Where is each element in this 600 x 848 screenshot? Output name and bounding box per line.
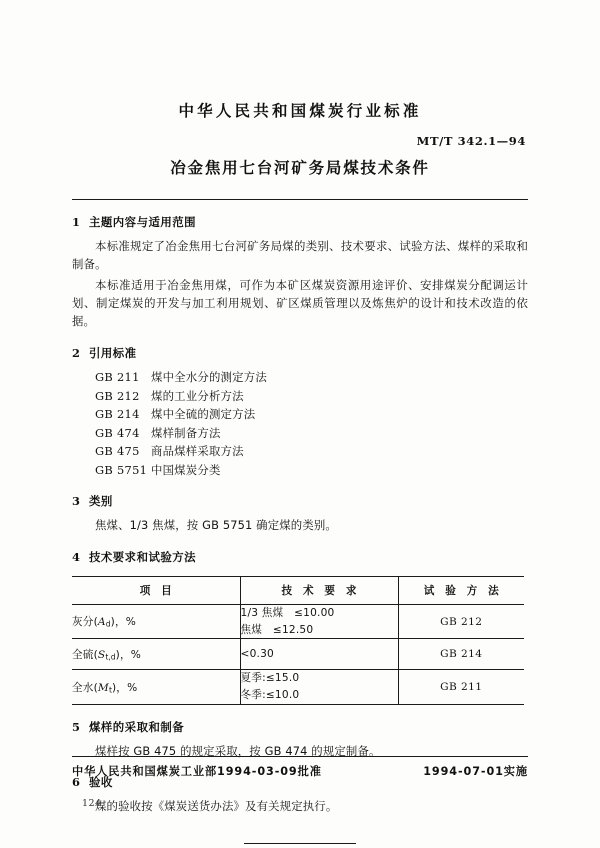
section-3 [72, 493, 528, 534]
section-3-paragraph-1: 焦煤、1/3 焦煤，按 GB 5751 确定煤的类别。 [95, 518, 337, 533]
reference-code: GB 211 [95, 369, 140, 384]
section-2-title: 引用标准 [89, 345, 137, 360]
cell-requirement-ash [240, 604, 398, 638]
section-2 [72, 345, 528, 479]
section-4 [72, 549, 528, 705]
section-5-paragraph-1: 煤样按 GB 475 的规定采取，按 GB 474 的规定制备。 [95, 743, 381, 758]
referenced-standards-list [72, 368, 528, 479]
table-row [72, 639, 524, 670]
list-item [95, 424, 528, 443]
requirement-line: <0.30 [240, 647, 274, 660]
cell-method-sulfur: GB 214 [398, 639, 524, 670]
section-5-number: 5 [72, 719, 81, 734]
section-3-heading [72, 493, 528, 509]
reference-code: GB 5751 [95, 462, 148, 477]
table-row [72, 670, 524, 704]
section-6-paragraph-1: 煤的验收按《煤炭送货办法》及有关规定执行。 [95, 799, 338, 814]
item-suffix: )，% [110, 616, 137, 629]
end-of-content-rule [244, 843, 356, 844]
header-divider [72, 199, 528, 200]
section-5-title: 煤样的采取和制备 [89, 719, 185, 734]
section-1-heading [72, 214, 528, 230]
column-header-method: 试 验 方 法 [398, 576, 524, 604]
reference-name: 煤中全水分的测定方法 [151, 369, 267, 384]
requirement-line: 1/3 焦煤 ≤10.00 [240, 606, 335, 619]
list-item [95, 461, 528, 480]
reference-name: 煤的工业分析方法 [151, 388, 244, 403]
item-name: 灰分( [72, 616, 98, 629]
issuing-authority-line: 中华人民共和国煤炭行业标准 [178, 102, 422, 120]
list-item [95, 387, 528, 406]
cell-item-moisture [72, 670, 240, 704]
list-item [95, 368, 528, 387]
section-6 [72, 774, 528, 815]
table-row [72, 604, 524, 638]
implementation-date: 1994-07-01实施 [423, 765, 528, 778]
section-5-heading [72, 719, 528, 735]
column-header-requirement: 技 术 要 求 [240, 576, 398, 604]
section-6-number: 6 [72, 775, 81, 790]
item-symbol: A [97, 616, 106, 629]
section-1 [72, 214, 528, 331]
item-suffix: )，% [115, 648, 142, 661]
section-5 [72, 719, 528, 760]
section-1-paragraph-2: 本标准适用于冶金焦用煤，可作为本矿区煤炭资源用途评价、安排煤炭分配调运计划、制定煤炭的开发与加工利用规划、矿区煤质管理以及炼焦炉的设计和技术改造的依据。 [72, 277, 528, 329]
column-header-item: 项 目 [72, 576, 240, 604]
cell-method-moisture: GB 211 [398, 670, 524, 704]
page-content [72, 0, 528, 844]
section-4-title: 技术要求和试验方法 [89, 549, 197, 564]
document-title: 冶金焦用七台河矿务局煤技术条件 [170, 158, 430, 177]
cell-requirement-sulfur [240, 639, 398, 670]
cell-requirement-moisture [240, 670, 398, 704]
item-name: 全硫( [72, 648, 98, 661]
item-subscript: d [105, 619, 111, 629]
table-header [72, 576, 524, 604]
list-item [95, 405, 528, 424]
requirement-line: 焦煤 ≤12.50 [240, 623, 314, 636]
reference-name: 商品煤样采取方法 [151, 444, 244, 459]
section-1-paragraph-1: 本标准规定了冶金焦用七台河矿务局煤的类别、技术要求、试验方法、煤样的采取和制备。 [72, 238, 528, 272]
cell-item-sulfur [72, 639, 240, 670]
reference-code: GB 212 [95, 388, 140, 403]
reference-name: 中国煤炭分类 [151, 462, 221, 477]
page-number: 124 [82, 798, 102, 809]
item-symbol: S [97, 648, 106, 661]
footer-row [72, 763, 528, 779]
section-3-number: 3 [72, 494, 81, 509]
specifications-table [72, 576, 524, 705]
requirement-line: 冬季:≤10.0 [240, 689, 300, 702]
section-2-number: 2 [72, 345, 81, 360]
item-suffix: )，% [111, 681, 138, 694]
footer-divider [72, 756, 528, 757]
section-3-title: 类别 [89, 494, 113, 509]
item-subscript: t [108, 685, 112, 695]
table-body [72, 604, 524, 704]
reference-name: 煤样制备方法 [151, 425, 221, 440]
section-2-heading [72, 345, 528, 361]
page-footer [72, 756, 528, 779]
item-symbol: M [97, 681, 109, 694]
section-6-title: 验收 [89, 775, 113, 790]
section-4-heading [72, 549, 528, 565]
reference-name: 煤中全硫的测定方法 [151, 407, 256, 422]
cell-method-ash: GB 212 [398, 604, 524, 638]
item-name: 全水( [72, 681, 98, 694]
standard-code-row [72, 130, 528, 149]
section-1-title: 主题内容与适用范围 [89, 214, 197, 229]
table-header-row [72, 576, 524, 604]
masthead [72, 0, 528, 200]
reference-code: GB 474 [95, 425, 140, 440]
cell-item-ash [72, 604, 240, 638]
standard-code: MT/T 342.1—94 [416, 133, 526, 148]
reference-code: GB 475 [95, 444, 140, 459]
section-4-number: 4 [72, 549, 81, 564]
reference-code: GB 214 [95, 407, 140, 422]
section-1-number: 1 [72, 214, 81, 229]
specifications-table-wrapper [72, 576, 528, 705]
requirement-line: 夏季:≤15.0 [240, 672, 300, 685]
approval-statement: 中华人民共和国煤炭工业部1994-03-09批准 [72, 765, 322, 778]
list-item [95, 442, 528, 461]
item-subscript: t,d [105, 652, 116, 662]
